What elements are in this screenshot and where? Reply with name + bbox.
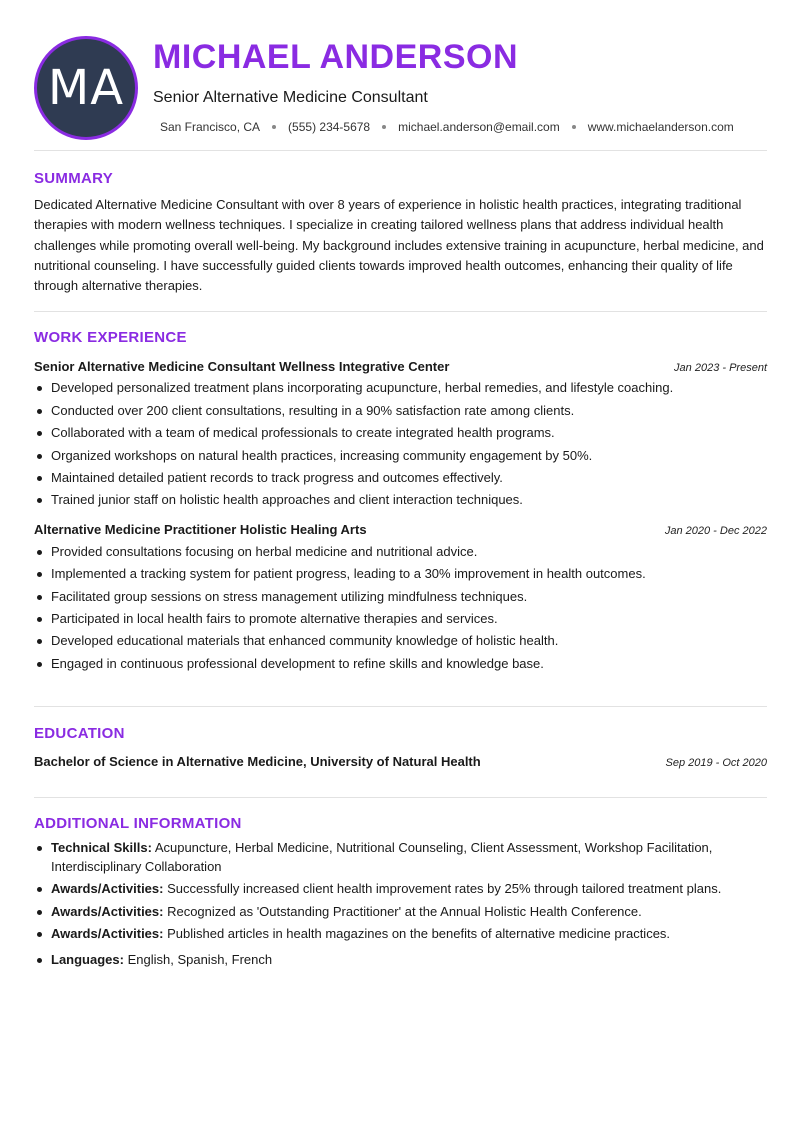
info-text: Successfully increased client health improvement rates by 25% through tailored treatment plans.: [163, 881, 722, 897]
education-date: Sep 2019 - Oct 2020: [665, 757, 767, 769]
job-header: [34, 522, 767, 537]
list-item: Provided consultations focusing on herbal medicine and nutritional advice.: [34, 544, 767, 560]
list-item: Developed educational materials that enhanced community knowledge of holistic health.: [34, 633, 767, 649]
separator-dot: [572, 125, 576, 129]
contact-website[interactable]: www.michaelanderson.com: [587, 120, 734, 134]
additional-heading: ADDITIONAL INFORMATION: [34, 815, 242, 832]
info-label: Languages:: [51, 951, 124, 967]
education-entry: [34, 754, 767, 769]
summary-text: Dedicated Alternative Medicine Consultant with over 8 years of experience in holistic health practices, integrating traditional therapies with modern wellness techniques. I specialize in creating tailored wellness plans that address individual health challenges while promoting overall well-being. My background includes extensive training in acupuncture, herbal medicine, and nutritional counseling. I have successfully guided clients towards improved health outcomes, enhancing their quality of life through alternative therapies.: [34, 197, 764, 294]
contact-phone: (555) 234-5678: [288, 120, 371, 134]
job-header: [34, 359, 767, 374]
list-item: Participated in local health fairs to promote alternative therapies and services.: [34, 611, 767, 627]
summary-section: [34, 170, 767, 296]
avatar: [34, 36, 138, 140]
divider: [34, 150, 767, 151]
separator-dot: [272, 125, 276, 129]
summary-heading: SUMMARY: [34, 170, 114, 187]
list-item: Conducted over 200 client consultations, resulting in a 90% satisfaction rate among clients.: [34, 403, 767, 419]
list-item: [34, 838, 767, 876]
list-item: [34, 950, 767, 969]
job-bullets: [34, 544, 767, 672]
list-item: [34, 879, 767, 898]
info-label: Awards/Activities:: [51, 903, 164, 919]
info-label: Awards/Activities:: [51, 925, 164, 941]
list-item: Organized workshops on natural health practices, increasing community engagement by 50%.: [34, 448, 767, 464]
contact-location: San Francisco, CA: [160, 120, 261, 134]
separator-dot: [382, 125, 386, 129]
list-item: Collaborated with a team of medical professionals to create integrated health programs.: [34, 425, 767, 441]
list-item: [34, 902, 767, 921]
info-text: English, Spanish, French: [123, 951, 273, 967]
list-item: Engaged in continuous professional development to refine skills and knowledge base.: [34, 656, 767, 672]
list-item: [34, 924, 767, 943]
list-item: Maintained detailed patient records to track progress and outcomes effectively.: [34, 470, 767, 486]
contact-email[interactable]: michael.anderson@email.com: [398, 120, 560, 134]
job-date: Jan 2023 - Present: [674, 362, 767, 374]
education-section: [34, 725, 767, 769]
list-item: Trained junior staff on holistic health approaches and client interaction techniques.: [34, 492, 767, 508]
info-text: Published articles in health magazines on the benefits of alternative medicine practices.: [163, 925, 671, 941]
education-heading: EDUCATION: [34, 725, 125, 742]
divider: [34, 706, 767, 707]
job-bullets: [34, 380, 767, 508]
experience-section: [34, 329, 767, 672]
divider: [34, 311, 767, 312]
experience-heading: WORK EXPERIENCE: [34, 329, 187, 346]
job-entry: [34, 522, 767, 671]
additional-list: [34, 838, 767, 969]
divider: [34, 797, 767, 798]
degree-title: Bachelor of Science in Alternative Medicine, University of Natural Health: [34, 754, 481, 769]
job-title: Senior Alternative Medicine Consultant Wellness Integrative Center: [34, 359, 450, 374]
info-text: Acupuncture, Herbal Medicine, Nutritional Counseling, Client Assessment, Workshop Facilitation, Interdisciplinary Collaboration: [51, 840, 713, 874]
job-entry: [34, 359, 767, 508]
job-date: Jan 2020 - Dec 2022: [664, 525, 767, 538]
list-item: Implemented a tracking system for patient progress, leading to a 30% improvement in health outcomes.: [34, 566, 767, 582]
job-title: Alternative Medicine Practitioner Holistic Healing Arts: [34, 522, 367, 538]
info-label: Technical Skills:: [51, 840, 152, 855]
list-item: Facilitated group sessions on stress management utilizing mindfulness techniques.: [34, 589, 767, 605]
info-label: Awards/Activities:: [51, 881, 164, 897]
candidate-title: Senior Alternative Medicine Consultant: [153, 89, 428, 106]
list-item: Developed personalized treatment plans incorporating acupuncture, herbal remedies, and lifestyle coaching.: [34, 380, 767, 396]
additional-section: [34, 815, 767, 969]
info-text: Recognized as 'Outstanding Practitioner' at the Annual Holistic Health Conference.: [163, 903, 642, 919]
candidate-name: MICHAEL ANDERSON: [153, 38, 519, 76]
contact-line: [160, 120, 734, 134]
avatar-initials: MA: [47, 60, 125, 116]
